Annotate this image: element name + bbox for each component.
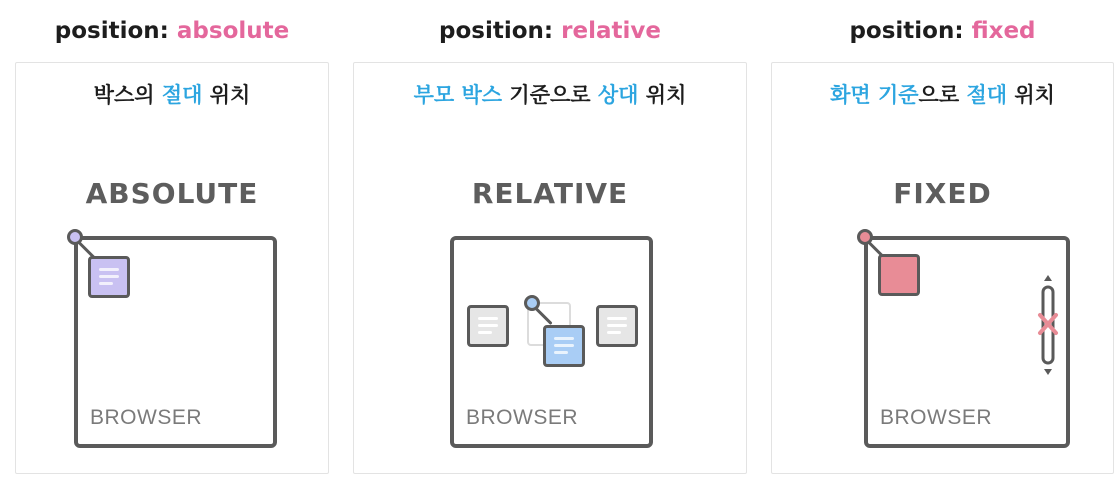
desc-part: 위치 — [202, 83, 251, 107]
column-relative — [353, 0, 747, 477]
heading-value: relative — [561, 18, 661, 44]
description-relative — [354, 79, 746, 109]
anchor-dot — [67, 229, 83, 245]
desc-part-highlight: 화면 기준 — [830, 83, 919, 107]
diagram-title-absolute: ABSOLUTE — [85, 177, 259, 210]
fixed-box — [878, 254, 920, 296]
description-fixed — [772, 79, 1113, 109]
desc-part: 으로 — [918, 83, 967, 107]
browser-label: BROWSER — [880, 406, 993, 429]
relative-box — [543, 325, 585, 367]
browser-label: BROWSER — [466, 406, 579, 429]
desc-part: 위치 — [638, 83, 687, 107]
heading-relative — [353, 18, 747, 44]
desc-part-highlight: 상대 — [597, 83, 639, 107]
diagram-title-relative: RELATIVE — [471, 177, 629, 210]
anchor-dot — [524, 295, 540, 311]
card-fixed — [771, 62, 1114, 474]
heading-key: position: — [439, 18, 554, 44]
desc-part-highlight: 부모 박스 — [413, 83, 503, 107]
anchor-dot — [857, 229, 873, 245]
desc-part-highlight: 절대 — [161, 83, 203, 107]
card-relative — [353, 62, 747, 474]
column-fixed — [771, 0, 1114, 477]
scrollbar-icon — [1035, 275, 1061, 375]
desc-part: 박스의 — [93, 83, 162, 107]
column-absolute — [15, 0, 329, 477]
heading-key: position: — [54, 18, 169, 44]
desc-part: 위치 — [1007, 83, 1055, 107]
diagram-title-fixed: FIXED — [893, 177, 992, 210]
absolute-box — [88, 256, 130, 298]
browser-label: BROWSER — [90, 406, 203, 429]
heading-absolute — [15, 18, 329, 44]
heading-value: fixed — [971, 18, 1036, 44]
heading-key: position: — [849, 18, 964, 44]
desc-part-highlight: 절대 — [966, 83, 1008, 107]
description-absolute — [16, 79, 328, 109]
static-box-left — [467, 305, 509, 347]
heading-value: absolute — [176, 18, 290, 44]
heading-fixed — [771, 18, 1114, 44]
card-absolute — [15, 62, 329, 474]
static-box-right — [596, 305, 638, 347]
desc-part: 기준으로 — [502, 83, 598, 107]
